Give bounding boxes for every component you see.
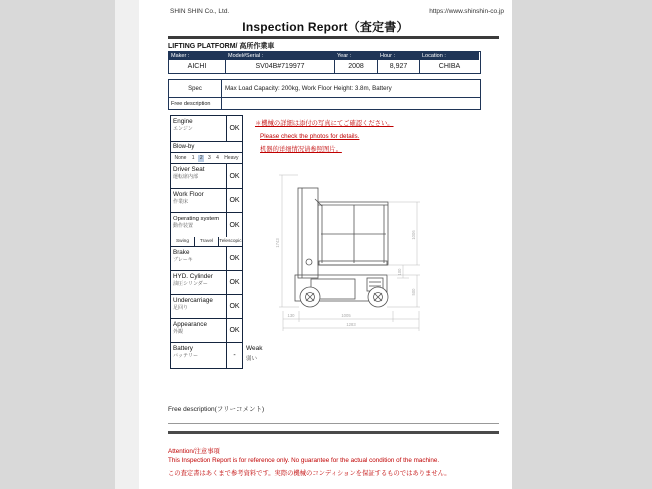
info-header-model-serial: Model#Serial : bbox=[226, 52, 334, 60]
info-header-hour: Hour : bbox=[378, 52, 419, 60]
check-item-brake bbox=[171, 247, 242, 271]
check-item-undercarriage bbox=[171, 295, 242, 319]
check-status-battery: - bbox=[233, 352, 236, 359]
info-value-location: CHIBA bbox=[438, 63, 461, 70]
info-col-hour bbox=[378, 52, 420, 73]
check-item-engine bbox=[171, 116, 242, 142]
company-website-link[interactable]: https://www.shinshin-co.jp bbox=[429, 8, 504, 15]
blowby-scale-1: 1 bbox=[191, 155, 195, 161]
check-item-name: HYD. Cylinder bbox=[173, 272, 213, 280]
info-col-year bbox=[335, 52, 378, 73]
inspection-checklist bbox=[170, 115, 243, 369]
photo-note-zh: 机器的详细情况请参照图片。 bbox=[260, 146, 342, 153]
check-item-hyd-cylinder bbox=[171, 271, 242, 295]
check-item-driver-seat bbox=[171, 164, 242, 189]
company-name: SHIN SHIN Co., Ltd. bbox=[170, 8, 230, 15]
check-item-appearance bbox=[171, 319, 242, 343]
check-item-name-ja: バッテリー bbox=[173, 352, 199, 359]
check-item-blowby bbox=[171, 142, 242, 153]
check-item-name-ja: 運転席内部 bbox=[173, 173, 199, 180]
blowby-scale-4: 4 bbox=[216, 155, 219, 161]
info-value-year: 2008 bbox=[348, 63, 364, 70]
check-status-appearance: OK bbox=[229, 327, 240, 334]
info-value-hour: 8,927 bbox=[389, 63, 408, 70]
spec-value: Max Load Capacity: 200kg, Work Floor Height: 3.8m, Battery bbox=[225, 85, 392, 92]
check-item-name-ja: エンジン bbox=[173, 125, 193, 132]
dim-overall-length: 1283 bbox=[346, 322, 356, 327]
check-item-name: Work Floor bbox=[173, 190, 204, 198]
viewer-margin-strip bbox=[115, 0, 139, 489]
blowby-scale-row bbox=[171, 153, 242, 164]
machine-dimension-diagram bbox=[269, 166, 444, 348]
sub-travel: Travel bbox=[195, 237, 219, 246]
report-page bbox=[139, 0, 512, 489]
photo-note-ja: ＊機械の詳細は添付の写真にてご確認ください。 bbox=[255, 120, 394, 127]
page-title: Inspection Report（査定書） bbox=[242, 20, 409, 34]
info-col-model-serial bbox=[226, 52, 335, 73]
battery-condition-note bbox=[246, 345, 263, 362]
check-item-name: Operating system bbox=[173, 215, 220, 222]
info-header-maker: Maker : bbox=[169, 52, 225, 60]
check-status-brake: OK bbox=[229, 255, 240, 262]
operating-system-sub-row bbox=[171, 237, 242, 247]
title-divider bbox=[168, 36, 499, 39]
photo-reference-note bbox=[255, 117, 394, 156]
dim-overall-height: 1743 bbox=[275, 238, 280, 248]
check-item-name: Driver Seat bbox=[173, 165, 205, 173]
free-description-label: Free description bbox=[169, 98, 222, 109]
check-item-name: Engine bbox=[173, 117, 193, 125]
sub-swing: Swing bbox=[171, 237, 195, 246]
check-item-battery bbox=[171, 343, 242, 368]
check-item-name: Battery bbox=[173, 344, 193, 352]
dim-body-height: 500 bbox=[411, 288, 416, 296]
free-description-row bbox=[169, 97, 480, 109]
info-value-maker: AICHI bbox=[187, 63, 207, 70]
check-item-name: Brake bbox=[173, 248, 190, 256]
info-col-location bbox=[420, 52, 479, 73]
check-item-name-ja: 油圧シリンダー bbox=[173, 280, 208, 287]
info-col-maker bbox=[169, 52, 226, 73]
attention-text-ja: この査定書はあくまで参考資料です。実際の機械のコンディションを保証するものではありません。 bbox=[168, 470, 451, 477]
dim-wheelbase: 1005 bbox=[341, 313, 351, 318]
check-item-name-ja: 足回り bbox=[173, 304, 189, 311]
check-status-engine: OK bbox=[229, 125, 240, 132]
dim-front-offset: 130 bbox=[287, 313, 295, 318]
spec-label: Spec bbox=[169, 80, 222, 97]
check-status-work-floor: OK bbox=[229, 197, 240, 204]
sub-telescopic: Telescopic bbox=[219, 239, 242, 244]
check-status-hyd-cylinder: OK bbox=[229, 279, 240, 286]
spec-table bbox=[168, 79, 481, 110]
blowby-scale-2-selected: 2 bbox=[199, 155, 203, 161]
check-item-name-ja: 動作装置 bbox=[173, 222, 194, 229]
check-status-driver-seat: OK bbox=[229, 172, 240, 180]
check-item-name-ja: 外観 bbox=[173, 328, 184, 335]
section-title: LIFTING PLATFORM/ 高所作業車 bbox=[168, 43, 275, 50]
check-item-work-floor bbox=[171, 189, 242, 213]
attention-title: Attention/注意事項 bbox=[168, 448, 220, 455]
blowby-scale-3: 3 bbox=[208, 155, 211, 161]
battery-note-en: Weak bbox=[246, 345, 263, 352]
info-header-location: Location : bbox=[420, 52, 479, 60]
blowby-label: Blow-by bbox=[173, 144, 195, 150]
attention-text-en: This Inspection Report is for reference only. No guarantee for the actual condition of the machine. bbox=[168, 457, 440, 464]
free-description-underline bbox=[168, 423, 499, 424]
info-header-year: Year : bbox=[335, 52, 377, 60]
check-item-operating-system bbox=[171, 213, 242, 237]
blowby-scale-none: None bbox=[174, 155, 187, 161]
check-item-name: Appearance bbox=[173, 320, 207, 328]
dim-basket-height: 1006 bbox=[411, 230, 416, 240]
dim-gap: 100 bbox=[397, 268, 402, 276]
footer-divider bbox=[168, 431, 499, 434]
photo-note-en: Please check the photos for details. bbox=[260, 133, 360, 140]
blowby-scale-heavy: Heavy bbox=[224, 155, 239, 161]
info-value-model-serial: SV04B#719977 bbox=[255, 63, 305, 70]
spec-row bbox=[169, 80, 480, 97]
free-description-value bbox=[222, 98, 480, 109]
machine-info-table bbox=[168, 51, 481, 74]
check-item-name-ja: ブレーキ bbox=[173, 256, 193, 263]
battery-note-ja: 弱い bbox=[246, 356, 258, 362]
check-status-operating-system: OK bbox=[229, 221, 240, 229]
check-item-name: Undercarriage bbox=[173, 296, 213, 304]
check-item-name-ja: 作業床 bbox=[173, 198, 189, 205]
free-description-section-label: Free description(フリーコメント) bbox=[168, 406, 265, 413]
check-status-undercarriage: OK bbox=[229, 303, 240, 310]
